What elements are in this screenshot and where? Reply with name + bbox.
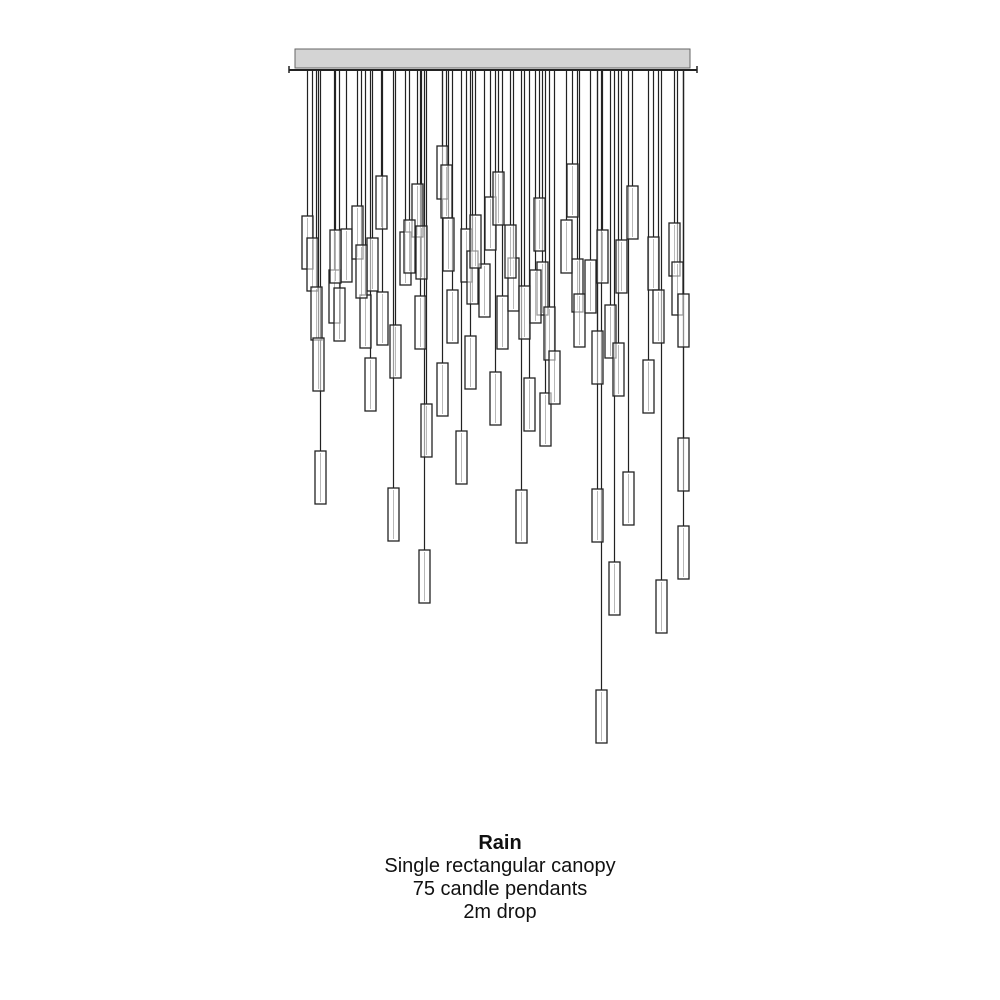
product-caption <box>0 832 1000 924</box>
canopy-description: Single rectangular canopy <box>384 855 616 877</box>
pendant-group <box>302 70 689 743</box>
pendant-count: 75 candle pendants <box>412 878 588 900</box>
product-name: Rain <box>478 832 522 854</box>
canopy <box>289 49 697 73</box>
canopy-plate <box>295 49 690 68</box>
drop-length: 2m drop <box>463 901 537 923</box>
